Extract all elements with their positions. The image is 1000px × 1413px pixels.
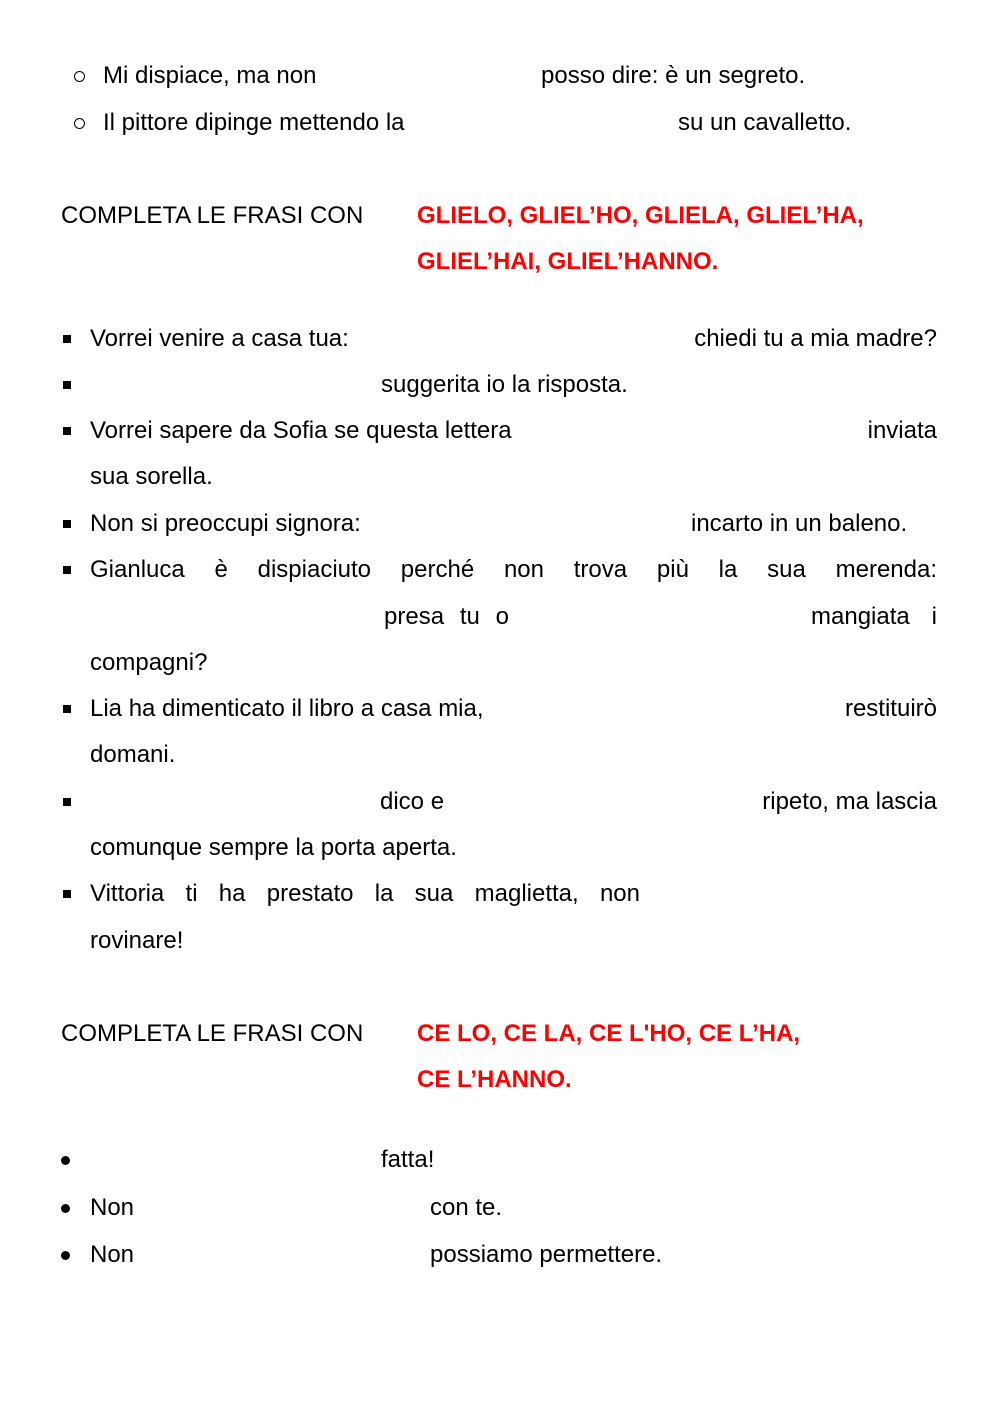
sentence-text: con te.: [430, 1194, 503, 1221]
answer-blank[interactable]: [360, 62, 530, 90]
square-bullet-icon: [63, 520, 71, 528]
sentence-text: restituirò: [844, 695, 937, 722]
sentence-text: Lia ha dimenticato il libro a casa mia,: [90, 695, 484, 722]
answer-blank[interactable]: [150, 1194, 420, 1222]
answer-blank[interactable]: [460, 788, 735, 816]
answer-blank[interactable]: [410, 510, 680, 538]
square-bullet-icon: [63, 890, 71, 898]
sentence-text: suggerita io la risposta.: [381, 371, 628, 398]
square-bullet-icon: [63, 335, 71, 343]
sentence-text: Non: [90, 1194, 135, 1221]
square-bullet-icon: [63, 566, 71, 574]
answer-blank[interactable]: [390, 325, 660, 353]
answer-blank[interactable]: [455, 109, 665, 137]
sentence-text: sua sorella.: [90, 463, 213, 490]
sentence-text: Vorrei sapere da Sofia se questa lettera: [90, 417, 512, 444]
square-bullet-icon: [63, 381, 71, 389]
answer-blank[interactable]: [650, 880, 930, 908]
sentence-text: chiedi tu a mia madre?: [694, 325, 937, 352]
answer-blank[interactable]: [580, 417, 845, 445]
answer-blank[interactable]: [550, 695, 820, 723]
round-bullet-icon: [61, 1156, 70, 1165]
circle-bullet-icon: [74, 118, 85, 129]
sentence-text: Il pittore dipinge mettendo la: [103, 109, 405, 136]
sentence-text: domani.: [90, 741, 176, 768]
instruction: COMPLETA LE FRASI CON: [61, 202, 364, 229]
answer-blank[interactable]: [90, 788, 365, 816]
sentence-text: incarto in un baleno.: [691, 510, 908, 537]
answer-blank[interactable]: [90, 1146, 370, 1174]
answer-blank[interactable]: [520, 603, 800, 631]
sentence-text: comunque sempre la porta aperta.: [90, 834, 457, 861]
word-options: CE LO, CE LA, CE L'HO, CE L’HA,: [417, 1020, 801, 1047]
sentence-text: Non si preoccupi signora:: [90, 510, 361, 537]
sentence-text: posso dire: è un segreto.: [541, 62, 806, 89]
round-bullet-icon: [61, 1204, 70, 1213]
answer-blank[interactable]: [90, 603, 370, 631]
sentence-text: Non: [90, 1241, 135, 1268]
sentence-text: su un cavalletto.: [678, 109, 852, 136]
answer-blank[interactable]: [90, 371, 370, 399]
sentence-text: dico e: [380, 788, 445, 815]
sentence-text: Vorrei venire a casa tua:: [90, 325, 349, 352]
sentence-text: compagni?: [90, 649, 208, 676]
square-bullet-icon: [63, 427, 71, 435]
word-options: GLIEL’HAI, GLIEL’HANNO.: [417, 248, 719, 275]
sentence-text: ripeto, ma lascia: [762, 788, 937, 815]
sentence-text: presa tu o: [384, 603, 509, 630]
sentence-text: mangiata i: [811, 603, 937, 630]
circle-bullet-icon: [74, 71, 85, 82]
word-options: CE L’HANNO.: [417, 1066, 572, 1093]
round-bullet-icon: [61, 1251, 70, 1260]
square-bullet-icon: [63, 705, 71, 713]
sentence-text: inviata: [867, 417, 937, 444]
instruction: COMPLETA LE FRASI CON: [61, 1020, 364, 1047]
sentence-text: Vittoria ti ha prestato la sua maglietta, non: [90, 880, 640, 907]
sentence-text: possiamo permettere.: [430, 1241, 663, 1268]
sentence-text: rovinare!: [90, 927, 184, 954]
sentence-text: Mi dispiace, ma non: [103, 62, 317, 89]
answer-blank[interactable]: [150, 1241, 420, 1269]
word-options: GLIELO, GLIEL’HO, GLIELA, GLIEL’HA,: [417, 202, 864, 229]
sentence-text: Gianluca è dispiaciuto perché non trova più la sua merenda:: [90, 556, 937, 583]
square-bullet-icon: [63, 798, 71, 806]
sentence-text: fatta!: [381, 1146, 435, 1173]
